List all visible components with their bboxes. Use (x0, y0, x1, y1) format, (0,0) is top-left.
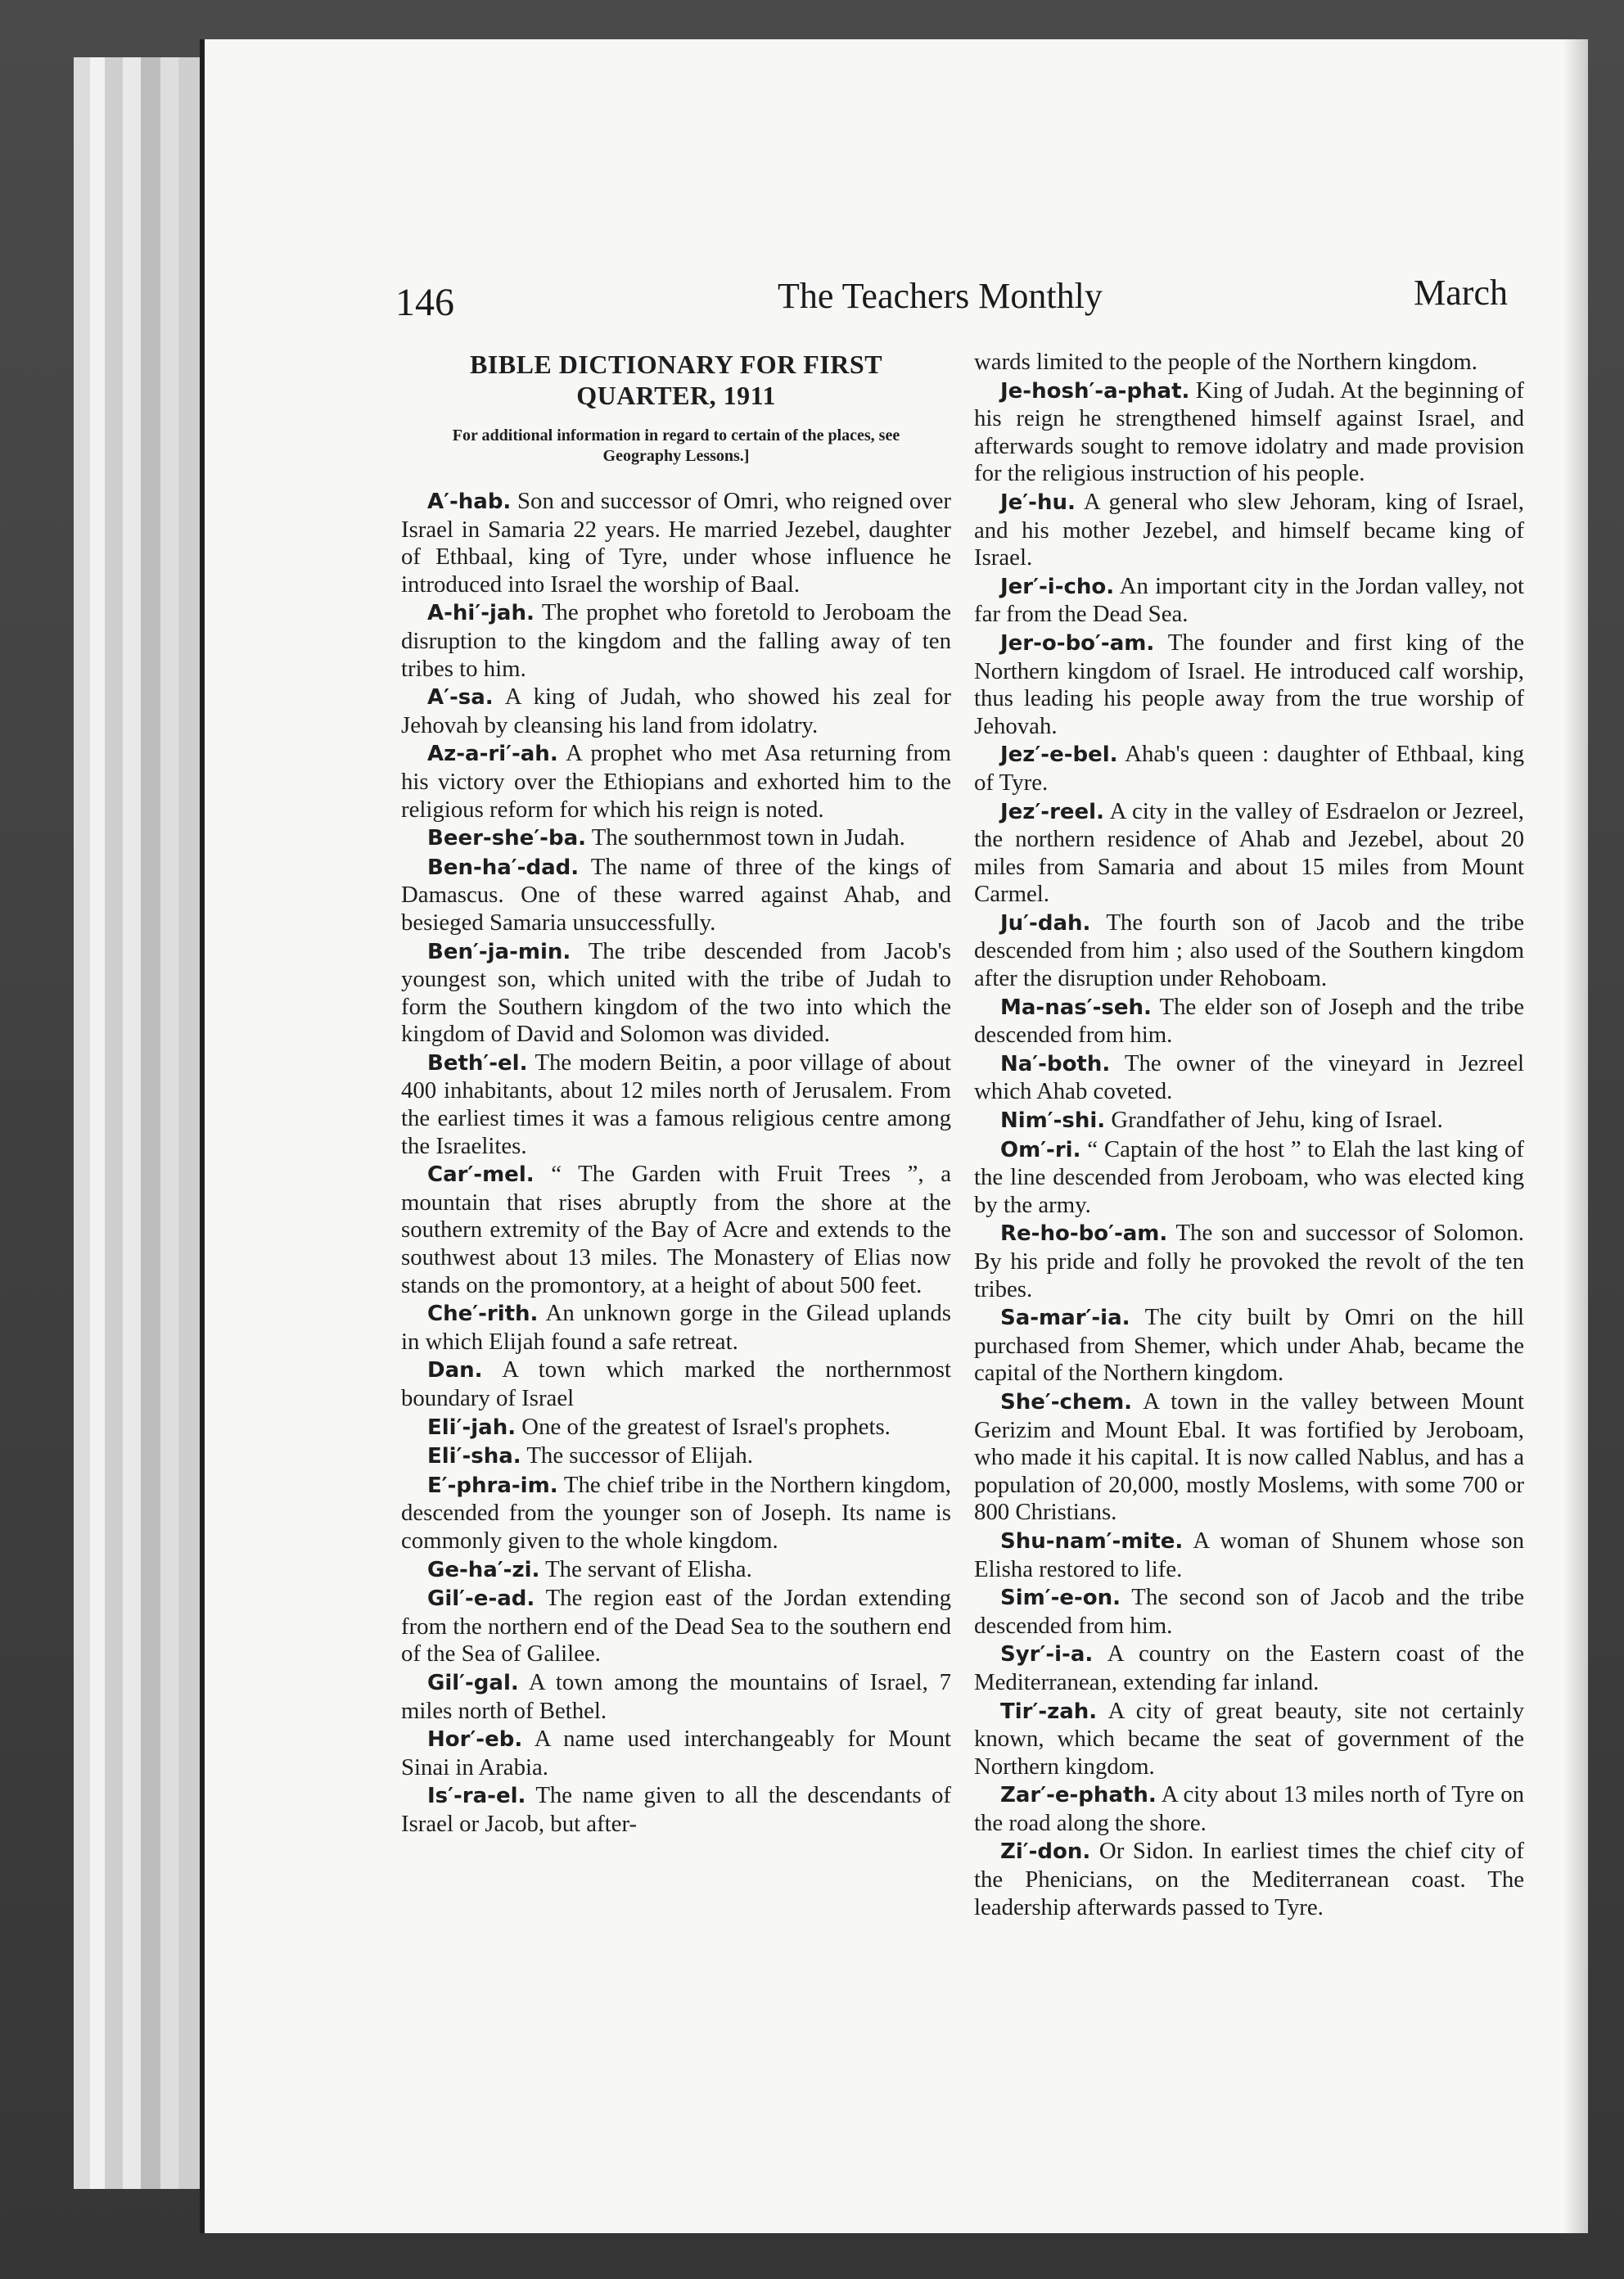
dictionary-entry (974, 741, 1524, 797)
dictionary-entry (974, 377, 1524, 488)
dictionary-entry (401, 938, 951, 1049)
entry-definition: One of the greatest of Israel's prophets. (521, 1413, 891, 1440)
entry-definition: The fourth son of Jacob and the tribe descended from him ; also used of the Southern kingdom after the disruption under Rehoboam. (974, 909, 1524, 992)
entry-definition: An unknown gorge in the Gilead uplands in which Elijah found a safe retreat. (401, 1300, 951, 1355)
entry-headword: Sim′-e-on. (1000, 1586, 1121, 1611)
entry-headword: Je-hosh′-a-phat. (1000, 378, 1190, 404)
entry-definition: A king of Judah, who showed his zeal for Jehovah by cleansing his land from idolatry. (401, 684, 951, 738)
left-column (401, 349, 951, 1839)
dictionary-entry (401, 1300, 951, 1356)
dictionary-entry (974, 1304, 1524, 1388)
entry-headword: Ben-ha′-dad. (427, 855, 580, 880)
entry-headword: Az-a-ri′-ah. (427, 742, 558, 767)
entry-definition: A woman of Shunem whose son Elisha restored to life. (974, 1527, 1524, 1582)
entry-definition: A general who slew Jehoram, king of Israel, and his mother Jezebel, and himself became king of Israel. (974, 488, 1524, 571)
entry-headword: Ge-ha′-zi. (427, 1557, 540, 1582)
dictionary-entry (401, 1356, 951, 1412)
dictionary-entry (401, 488, 951, 598)
entry-headword: Ma-nas′-seh. (1000, 995, 1152, 1020)
entry-headword: Zi′-don. (1000, 1839, 1091, 1865)
entry-definition: The elder son of Joseph and the tribe descended from him. (974, 993, 1524, 1049)
entry-headword: Gil′-e-ad. (427, 1586, 535, 1612)
page-number: 146 (395, 281, 454, 324)
entry-definition: “ The Garden with Fruit Trees ”, a mountain that rises abruptly from the shore at the southern extremity of the Bay of Acre and extends to the southwest about 13 miles. The Monastery of Elias now stands on the promontory, at a height of about 500 feet. (401, 1161, 951, 1298)
issue-month: March (1414, 273, 1508, 313)
left-entry-list (401, 488, 951, 1839)
entry-headword: Beth′-el. (427, 1050, 528, 1076)
journal-title: The Teachers Monthly (778, 276, 1103, 316)
entry-headword: Om′-ri. (1000, 1137, 1081, 1162)
dictionary-entry (974, 1838, 1524, 1921)
entry-definition: The modern Beitin, a poor village of about 400 inhabitants, about 12 miles north of Jerusalem. From the earliest times it was a famous religious centre among the Israelites. (401, 1049, 951, 1159)
entry-headword: Tir′-zah. (1000, 1699, 1098, 1724)
page-shadow (1563, 39, 1588, 2233)
entry-definition: An important city in the Jordan valley, not far from the Dead Sea. (974, 572, 1524, 628)
dictionary-entry (401, 854, 951, 937)
entry-definition: Ahab's queen : daughter of Ethbaal, king of Tyre. (974, 741, 1524, 796)
entry-headword: Hor′-eb. (427, 1727, 523, 1753)
dictionary-entry (401, 1726, 951, 1781)
article-title-line1: BIBLE DICTIONARY FOR FIRST (469, 350, 883, 379)
entry-headword: Na′-both. (1000, 1051, 1111, 1076)
entry-headword: Ju′-dah. (1000, 910, 1091, 936)
entry-headword: Jer-o-bo′-am. (1000, 630, 1155, 656)
article-title (401, 349, 951, 411)
dictionary-entry (974, 1107, 1524, 1135)
entry-headword: Jez′-reel. (1000, 799, 1104, 824)
entry-definition: The name of three of the kings of Damascus. One of these warred against Ahab, and besieged Samaria unsuccessfully. (401, 853, 952, 936)
dictionary-entry (974, 1698, 1524, 1781)
entry-definition: The tribe descended from Jacob's youngest son, which united with the tribe of Judah to form the Southern kingdom of the two into which the kingdom of David and Solomon was divided. (401, 937, 951, 1048)
dictionary-entry (974, 630, 1524, 740)
entry-definition: The southernmost town in Judah. (591, 824, 905, 851)
entry-headword: Eli′-jah. (427, 1415, 517, 1440)
page (205, 39, 1588, 2233)
entry-headword: Syr′-i-a. (1000, 1642, 1094, 1668)
entry-headword: Re-ho-bo′-am. (1000, 1221, 1168, 1247)
dictionary-entry (974, 573, 1524, 629)
dictionary-entry (974, 1136, 1524, 1220)
dictionary-entry (401, 1556, 951, 1585)
dictionary-entry (401, 1442, 951, 1471)
dictionary-entry (401, 1472, 951, 1555)
entry-headword: Beer-she′-ba. (427, 826, 586, 851)
entry-definition: The prophet who foretold to Jeroboam the disruption to the kingdom and the falling away of ten tribes to him. (401, 599, 952, 682)
entry-definition: Son and successor of Omri, who reigned over Israel in Samaria 22 years. He married Jezebel, daughter of Ethbaal, king of Tyre, under whose influence he introduced into Israel the worship of Baal. (401, 488, 951, 598)
entry-definition: The founder and first king of the Northern kingdom of Israel. He introduced calf worship, thus leading his people away from the true worship of Jehovah. (974, 629, 1524, 739)
entry-definition: A city about 13 miles north of Tyre on the road along the shore. (974, 1781, 1524, 1836)
right-entry-list (974, 377, 1524, 1922)
entry-definition: The region east of the Jordan extending from the northern end of the Dead Sea to the southern end of the Sea of Galilee. (401, 1585, 951, 1668)
entry-definition: Grandfather of Jehu, king of Israel. (1111, 1107, 1443, 1134)
dictionary-entry (401, 740, 951, 824)
entry-definition: The second son of Jacob and the tribe descended from him. (974, 1584, 1524, 1639)
dictionary-entry (974, 798, 1524, 909)
entry-definition: A city of great beauty, site not certainly known, which became the seat of government of the Northern kingdom. (974, 1697, 1524, 1780)
entry-definition: The name given to all the descendants of Israel or Jacob, but after- (401, 1782, 951, 1837)
entry-definition: A country on the Eastern coast of the Mediterranean, extending far inland. (974, 1640, 1524, 1695)
dictionary-entry (974, 1528, 1524, 1583)
entry-headword: Is′-ra-el. (427, 1784, 526, 1809)
entry-definition: A town among the mountains of Israel, 7 miles north of Bethel. (401, 1668, 951, 1724)
dictionary-entry (974, 909, 1524, 993)
entry-definition: The chief tribe in the Northern kingdom, descended from the younger son of Joseph. Its name is commonly given to the whole kingdom. (401, 1471, 951, 1554)
entry-headword: Gil′-gal. (427, 1670, 519, 1695)
dictionary-entry (974, 1388, 1524, 1527)
entry-definition: A town in the valley between Mount Gerizim and Mount Ebal. It was fortified by Jeroboam, who made it his capital. It is now called Nablus, and has a population of 20,000, mostly Moslems, with some 700 or 800 Christians. (974, 1388, 1524, 1526)
entry-headword: Jez′-e-bel. (1000, 742, 1118, 768)
entry-headword: Jer′-i-cho. (1000, 574, 1115, 599)
entry-definition: The successor of Elijah. (526, 1442, 754, 1469)
dictionary-entry (974, 1584, 1524, 1640)
article-note: For additional information in regard to certain of the places, see Geography Lessons.] (452, 426, 900, 465)
entry-definition: A city in the valley of Esdraelon or Jezreel, the northern residence of Ahab and Jezebel, about 20 miles from Samaria and about 15 miles from Mount Carmel. (974, 797, 1524, 908)
dictionary-entry (401, 1782, 951, 1838)
entry-headword: Che′-rith. (427, 1302, 539, 1327)
continuation-text: wards limited to the people of the Northern kingdom. (974, 349, 1477, 375)
dictionary-entry (401, 1669, 951, 1725)
running-header (205, 236, 1588, 324)
entry-definition: The city built by Omri on the hill purchased from Shemer, which under Ahab, became the capital of the Northern kingdom. (974, 1304, 1524, 1387)
dictionary-entry (974, 1050, 1524, 1106)
entry-headword: Dan. (427, 1358, 483, 1383)
entry-definition: “ Captain of the host ” to Elah the last king of the line descended from Jeroboam, who was elected king by the army. (974, 1135, 1524, 1218)
entry-headword: Eli′-sha. (427, 1444, 521, 1469)
entry-definition: A name used interchangeably for Mount Sinai in Arabia. (401, 1726, 951, 1780)
entry-headword: Nim′-shi. (1000, 1108, 1106, 1134)
dictionary-entry (974, 1640, 1524, 1696)
entry-definition: Or Sidon. In earliest times the chief city of the Phenicians, on the Mediterranean coast. The leadership afterwards passed to Tyre. (974, 1838, 1525, 1920)
entry-headword: A′-hab. (427, 490, 512, 514)
right-column (974, 349, 1524, 1922)
dictionary-entry (401, 1161, 951, 1299)
entry-definition: The son and successor of Solomon. By his pride and folly he provoked the revolt of the ten tribes. (974, 1220, 1524, 1302)
entry-headword: E′-phra-im. (427, 1473, 558, 1498)
entry-headword: Sa-mar′-ia. (1000, 1306, 1130, 1331)
dictionary-entry (974, 1781, 1524, 1837)
dictionary-entry (401, 684, 951, 739)
dictionary-entry (401, 1585, 951, 1668)
dictionary-entry (401, 824, 951, 853)
entry-definition: The servant of Elisha. (545, 1555, 752, 1582)
entry-headword: A′-sa. (427, 685, 494, 711)
entry-headword: Ben′-ja-min. (427, 939, 571, 964)
entry-definition: A town which marked the northernmost boundary of Israel (401, 1356, 951, 1411)
entry-headword: Zar′-e-phath. (1000, 1783, 1157, 1808)
entry-definition: A prophet who met Asa returning from his victory over the Ethiopians and exhorted him to the religious reform for which his reign is noted. (401, 740, 951, 823)
entry-definition: King of Judah. At the beginning of his reign he strengthened himself against Israel, and afterwards sought to remove idolatry and made provision for the religious instruction of his people. (974, 377, 1524, 487)
article-title-line2: QUARTER, 1911 (576, 381, 776, 410)
dictionary-entry (401, 1049, 951, 1160)
dictionary-entry (401, 1414, 951, 1442)
dictionary-entry (974, 994, 1524, 1049)
entry-definition: The owner of the vineyard in Jezreel which Ahab coveted. (974, 1049, 1524, 1105)
entry-headword: A-hi′-jah. (427, 601, 535, 626)
dictionary-entry (974, 1220, 1524, 1303)
entry-headword: Je′-hu. (1000, 490, 1076, 515)
dictionary-entry (401, 599, 951, 683)
entry-headword: She′-chem. (1000, 1389, 1133, 1415)
dictionary-entry (974, 489, 1524, 572)
entry-headword: Car′-mel. (427, 1162, 535, 1188)
entry-headword: Shu-nam′-mite. (1000, 1528, 1184, 1554)
